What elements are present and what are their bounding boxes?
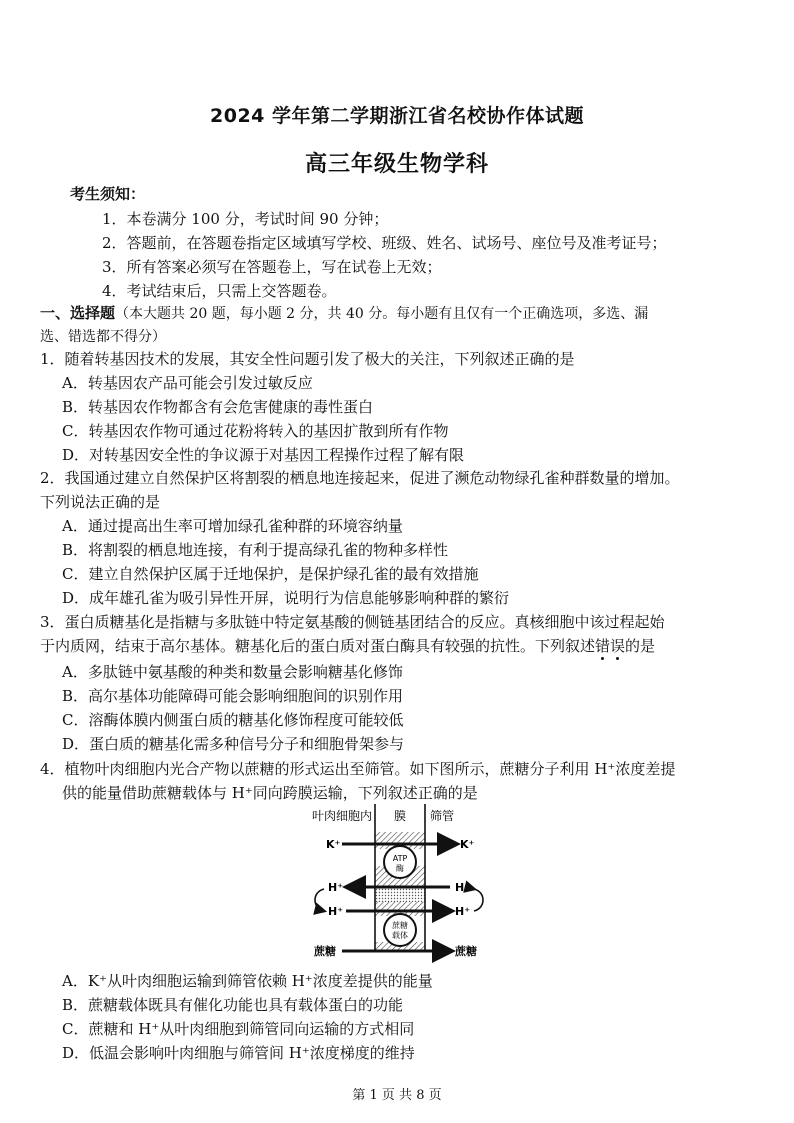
q2-stem-cont: 下列说法正确的是 [40, 493, 161, 511]
h2-right: H⁺ [455, 905, 471, 918]
left-cycle-arrow [315, 889, 324, 911]
notice-item: 4．考试结束后，只需上交答题卷。 [102, 282, 337, 300]
sucrose-left: 蔗糖 [314, 945, 336, 958]
enzyme-label: 酶 [396, 864, 404, 873]
q2-option-c: C．建立自然保护区属于迁地保护，是保护绿孔雀的最有效措施 [62, 565, 479, 583]
sucrose-carrier [384, 914, 416, 946]
notice-heading: 考生须知： [70, 185, 146, 203]
h1-right: H⁺ [455, 881, 471, 894]
q4-stem-cont: 供的能量借助蔗糖载体与 H⁺同向跨膜运输，下列叙述正确的是 [62, 784, 478, 802]
emphasis-char: 错 [595, 637, 611, 655]
q2-option-b: B．将割裂的栖息地连接，有利于提高绿孔雀的物种多样性 [62, 541, 449, 559]
q3-stem-text: 于内质网，结束于高尔基体。糖基化后的蛋白质对蛋白酶具有较强的抗性。下列叙述 [40, 637, 596, 655]
q3-option-d: D．蛋白质的糖基化需多种信号分子和细胞骨架参与 [62, 735, 405, 753]
section-desc-line2: 选、错选都不得分） [40, 329, 166, 345]
q3-option-a: A．多肽链中氨基酸的种类和数量会影响糖基化修饰 [62, 663, 403, 681]
label-sieve-tube: 筛管 [430, 809, 455, 823]
atp-label: ATP [392, 854, 408, 863]
carrier-label-2: 载体 [392, 931, 408, 940]
section-desc: （本大题共 20 题，每小题 2 分，共 40 分。每小题有且仅有一个正确选项，多选、漏 [115, 306, 649, 322]
label-membrane: 膜 [393, 809, 407, 823]
notice-item: 2．答题前，在答题卷指定区域填写学校、班级、姓名、试场号、座位号及准考证号； [102, 234, 667, 252]
q3-option-c: C．溶酶体膜内侧蛋白质的糖基化修饰程度可能较低 [62, 711, 404, 729]
membrane-transport-diagram [300, 804, 500, 964]
q3-stem-text: 的是 [625, 637, 656, 655]
q1-option-b: B．转基因农作物都含有会危害健康的毒性蛋白 [62, 398, 374, 416]
h2-left: H⁺ [328, 905, 344, 918]
q4-stem: 4．植物叶肉细胞内光合产物以蔗糖的形式运出至筛管。如下图所示，蔗糖分子利用 H⁺浓度差提 [40, 760, 676, 778]
q4-option-d: D．低温会影响叶肉细胞与筛管间 H⁺浓度梯度的维持 [62, 1044, 415, 1062]
carrier-label-1: 蔗糖 [392, 921, 408, 930]
q4-option-c: C．蔗糖和 H⁺从叶肉细胞到筛管同向运输的方式相同 [62, 1020, 415, 1038]
k-left: K⁺ [326, 838, 341, 851]
section-desc-cont [40, 325, 166, 348]
right-cycle-arrow [474, 889, 483, 911]
q2-option-a: A．通过提高出生率可增加绿孔雀种群的环境容纳量 [62, 517, 403, 535]
sucrose-right: 蔗糖 [455, 945, 477, 958]
page-number: 第 1 页 共 8 页 [352, 1088, 442, 1103]
notice-item: 1．本卷满分 100 分，考试时间 90 分钟； [102, 210, 389, 228]
notice-item: 3．所有答案必须写在答题卷上，写在试卷上无效； [102, 258, 442, 276]
section-header [40, 302, 648, 325]
h1-left: H⁺ [328, 881, 344, 894]
q4-option-b: B．蔗糖载体既具有催化功能也具有载体蛋白的功能 [62, 996, 404, 1014]
q1-option-c: C．转基因农作物可通过花粉将转入的基因扩散到所有作物 [62, 422, 449, 440]
q3-stem: 3．蛋白质糖基化是指糖与多肽链中特定氨基酸的侧链基团结合的反应。真核细胞中该过程起始 [40, 613, 665, 631]
q4-option-a: A．K⁺从叶肉细胞运输到筛管依赖 H⁺浓度差提供的能量 [62, 972, 433, 990]
q2-option-d: D．成年雄孔雀为吸引异性开屏，说明行为信息能够影响种群的繁衍 [62, 589, 510, 607]
emphasis-char: 误 [610, 637, 626, 655]
q1-option-d: D．对转基因安全性的争议源于对基因工程操作过程了解有限 [62, 446, 465, 464]
q3-option-b: B．高尔基体功能障碍可能会影响细胞间的识别作用 [62, 687, 404, 705]
section-heading: 一、选择题 [40, 304, 116, 322]
k-right: K⁺ [460, 838, 475, 851]
exam-subtitle: 高三年级生物学科 [304, 152, 489, 177]
q2-stem: 2．我国通过建立自然保护区将割裂的栖息地连接起来，促进了濒危动物绿孔雀种群数量的增加。 [40, 469, 680, 487]
q1-stem: 1．随着转基因技术的发展，其安全性问题引发了极大的关注，下列叙述正确的是 [40, 350, 575, 368]
q3-stem-cont [40, 635, 655, 657]
exam-title: 2024 学年第二学期浙江省名校协作体试题 [210, 105, 584, 127]
label-mesophyll: 叶肉细胞内 [311, 809, 372, 823]
q1-option-a: A．转基因农产品可能会引发过敏反应 [62, 374, 313, 392]
